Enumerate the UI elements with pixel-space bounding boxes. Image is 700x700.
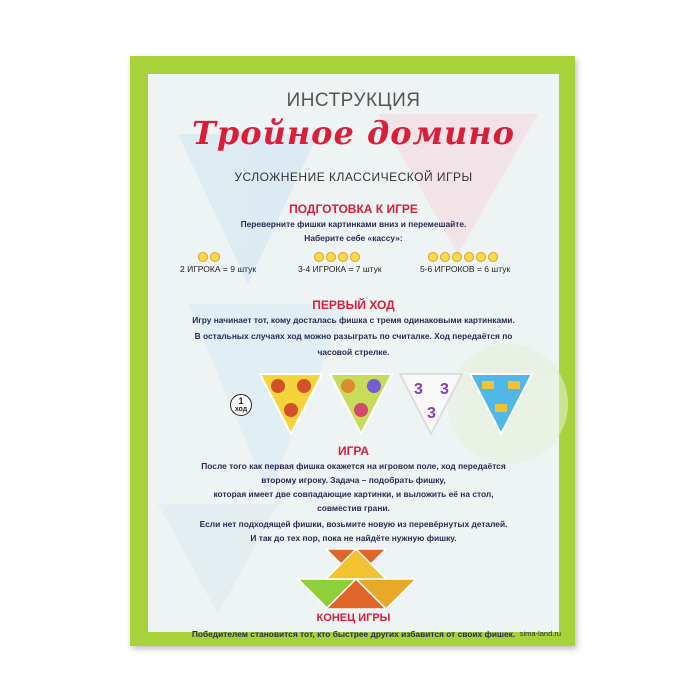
- game-line-3: которая имеет две совпадающие картинки, и выложить её на стол,: [213, 489, 494, 499]
- svg-text:3: 3: [414, 381, 423, 398]
- domino-tile: [260, 374, 322, 434]
- domino-tile: [330, 374, 392, 434]
- first-move-line-3: часовой стрелке.: [317, 347, 390, 357]
- game-heading: ИГРА: [337, 444, 370, 458]
- first-move-line-2: В остальных случаях ход можно разыграть по считалке. Ход передаётся по: [194, 331, 513, 341]
- instruction-sheet: [130, 56, 575, 646]
- smiley-icon: [198, 252, 222, 264]
- count-item-2: 2 ИГРОКА = 9 штук: [180, 264, 256, 274]
- prep-heading: ПОДГОТОВКА К ИГРЕ: [289, 202, 418, 216]
- game-line-1: После того как первая фишка окажется на игровом поле, ход передаётся: [201, 461, 506, 471]
- prep-line-2: Наберите себе «кассу»:: [304, 233, 403, 243]
- domino-tile: [400, 374, 462, 434]
- smiley-icon: [428, 252, 500, 264]
- instruction-label: ИНСТРУКЦИЯ: [286, 90, 421, 111]
- first-move-line-1: Игру начинает тот, кому досталась фишка с тремя одинаковыми картинками.: [192, 315, 515, 325]
- end-heading: КОНЕЦ ИГРЫ: [316, 612, 391, 624]
- svg-text:3: 3: [440, 381, 449, 398]
- footer-site: sima-land.ru: [519, 629, 561, 638]
- domino-tiles-first-move: [260, 372, 540, 438]
- game-line-4: совместив грани.: [317, 503, 390, 513]
- prep-line-1: Переверните фишки картинками вниз и перемешайте.: [240, 219, 467, 229]
- end-line-1: Победителем становится тот, кто быстрее других избавится от своих фишек.: [191, 629, 516, 639]
- game-line-6: И так до тех пор, пока не найдёте нужную фишку.: [250, 533, 457, 543]
- count-item-3-4: 3-4 ИГРОКА = 7 штук: [298, 264, 382, 274]
- smiley-icon: [314, 252, 362, 264]
- page-subtitle: УСЛОЖНЕНИЕ КЛАССИЧЕСКОЙ ИГРЫ: [234, 170, 473, 184]
- domino-tile: [470, 374, 532, 434]
- svg-text:3: 3: [427, 405, 436, 422]
- page-title: Тройное домино: [192, 114, 515, 152]
- game-line-5: Если нет подходящей фишки, возьмите новую из перевёрнутых деталей.: [199, 519, 508, 529]
- first-move-badge: 1 ход: [230, 394, 252, 416]
- first-move-heading: ПЕРВЫЙ ХОД: [312, 298, 395, 312]
- domino-tiles-game-example: [296, 547, 418, 613]
- game-line-2: второму игроку. Задача – подобрать фишку,: [261, 475, 446, 485]
- count-item-5-6: 5-6 ИГРОКОВ = 6 штук: [420, 264, 510, 274]
